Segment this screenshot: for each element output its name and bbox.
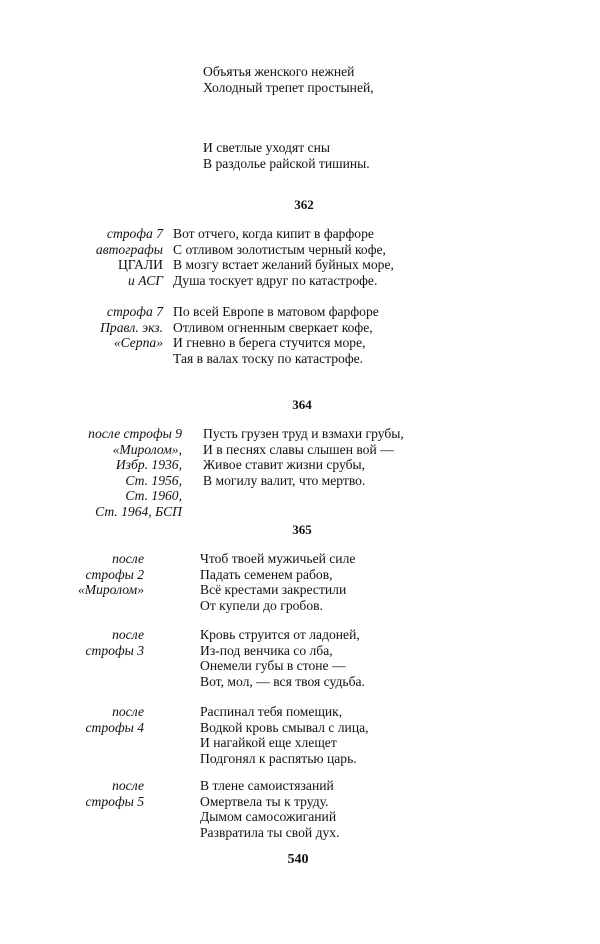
note-line: строфа 7 (106, 304, 163, 319)
variant-stanza (200, 778, 340, 840)
note-line: и АСГ (128, 272, 163, 288)
variant-note (96, 226, 163, 288)
poem-line: Падать семенем рабов, (200, 566, 333, 582)
note-line: строфы 4 (85, 719, 144, 735)
section-number-364: 364 (292, 397, 312, 412)
poem-line: В тлене самоистязаний (200, 778, 334, 793)
poem-line: И в песнях славы слышен вой — (203, 441, 394, 457)
intro-stanza-2 (203, 140, 370, 171)
poem-line: Отливом огненным сверкает кофе, (173, 319, 373, 335)
note-line: после строфы 9 (88, 426, 182, 441)
poem-line: От купели до гробов. (200, 597, 323, 613)
note-line: после (112, 704, 144, 719)
poem-line: Онемели губы в стоне — (200, 658, 346, 673)
note-line: после (112, 551, 144, 566)
poem-line: Омертвела ты к труду. (200, 793, 329, 809)
note-line: «Миролом» (77, 582, 144, 597)
poem-line: Распинал тебя помещик, (200, 704, 343, 719)
note-line: строфа 7 (106, 226, 163, 241)
variant-note (86, 778, 145, 809)
intro-stanza-1 (203, 64, 374, 95)
note-line: Ст. 1964, БСП (95, 503, 182, 519)
poem-line: Вот отчего, когда кипит в фарфоре (173, 226, 374, 241)
poem-line: Развратила ты свой дух. (200, 824, 340, 840)
variant-stanza (200, 551, 355, 613)
poem-line: Всё крестами закрестили (200, 582, 347, 597)
poem-line: Холодный трепет простыней, (203, 79, 374, 95)
poem-line: Дымом самосожиганий (200, 809, 337, 824)
variant-note (86, 704, 145, 735)
variant-stanza (173, 304, 379, 366)
variant-note (86, 627, 145, 658)
poem-line: В раздолье райской тишины. (203, 155, 370, 171)
poem-line: Объятья женского нежней (203, 64, 355, 79)
note-line: после (112, 627, 144, 642)
note-line: Избр. 1936, (115, 457, 182, 472)
variant-stanza (173, 226, 394, 288)
poem-line: В мозгу встает желаний буйных море, (173, 257, 394, 272)
poem-line: Чтоб твоей мужичьей силе (200, 551, 356, 566)
poem-line: Душа тоскует вдруг по катастрофе. (173, 272, 378, 288)
note-line: Ст. 1960, (125, 488, 182, 503)
variant-note (78, 551, 144, 598)
poem-line: Вот, мол, — вся твоя судьба. (200, 673, 365, 689)
note-line: автографы (95, 241, 163, 257)
poem-line: В могилу валит, что мертво. (203, 472, 366, 488)
poem-line: Водкой кровь смывал с лица, (200, 719, 369, 735)
poem-line: Пусть грузен труд и взмахи грубы, (203, 426, 404, 441)
poem-line: Подгонял к распятью царь. (200, 750, 357, 766)
poem-line: И гневно в берега стучится море, (173, 335, 366, 350)
note-line: строфы 3 (85, 642, 144, 658)
poem-line: И светлые уходят сны (203, 140, 331, 155)
section-number-365: 365 (292, 522, 312, 537)
note-line: ЦГАЛИ (117, 257, 163, 272)
note-line: «Серпа» (113, 335, 163, 350)
poem-line: По всей Европе в матовом фарфоре (173, 304, 379, 319)
note-line: Ст. 1956, (125, 472, 182, 488)
variant-stanza (203, 426, 404, 488)
poem-line: Тая в валах тоску по катастрофе. (173, 350, 364, 366)
variant-stanza (200, 704, 369, 766)
section-number-362: 362 (294, 197, 314, 212)
note-line: строфы 5 (85, 793, 144, 809)
note-line: после (112, 778, 144, 793)
variant-note (100, 304, 163, 351)
page-number: 540 (287, 852, 309, 867)
poem-line: Из-под венчика со лба, (200, 642, 333, 658)
variant-note (88, 426, 182, 519)
note-line: «Миролом», (112, 441, 182, 457)
note-line: строфы 2 (85, 566, 144, 582)
variant-stanza (200, 627, 365, 689)
poem-line: Кровь струится от ладоней, (200, 627, 360, 642)
poem-line: Живое ставит жизни срубы, (203, 457, 366, 472)
poem-line: И нагайкой еще хлещет (200, 735, 337, 750)
poem-line: С отливом золотистым черный кофе, (173, 241, 386, 257)
note-line: Правл. экз. (100, 319, 163, 335)
